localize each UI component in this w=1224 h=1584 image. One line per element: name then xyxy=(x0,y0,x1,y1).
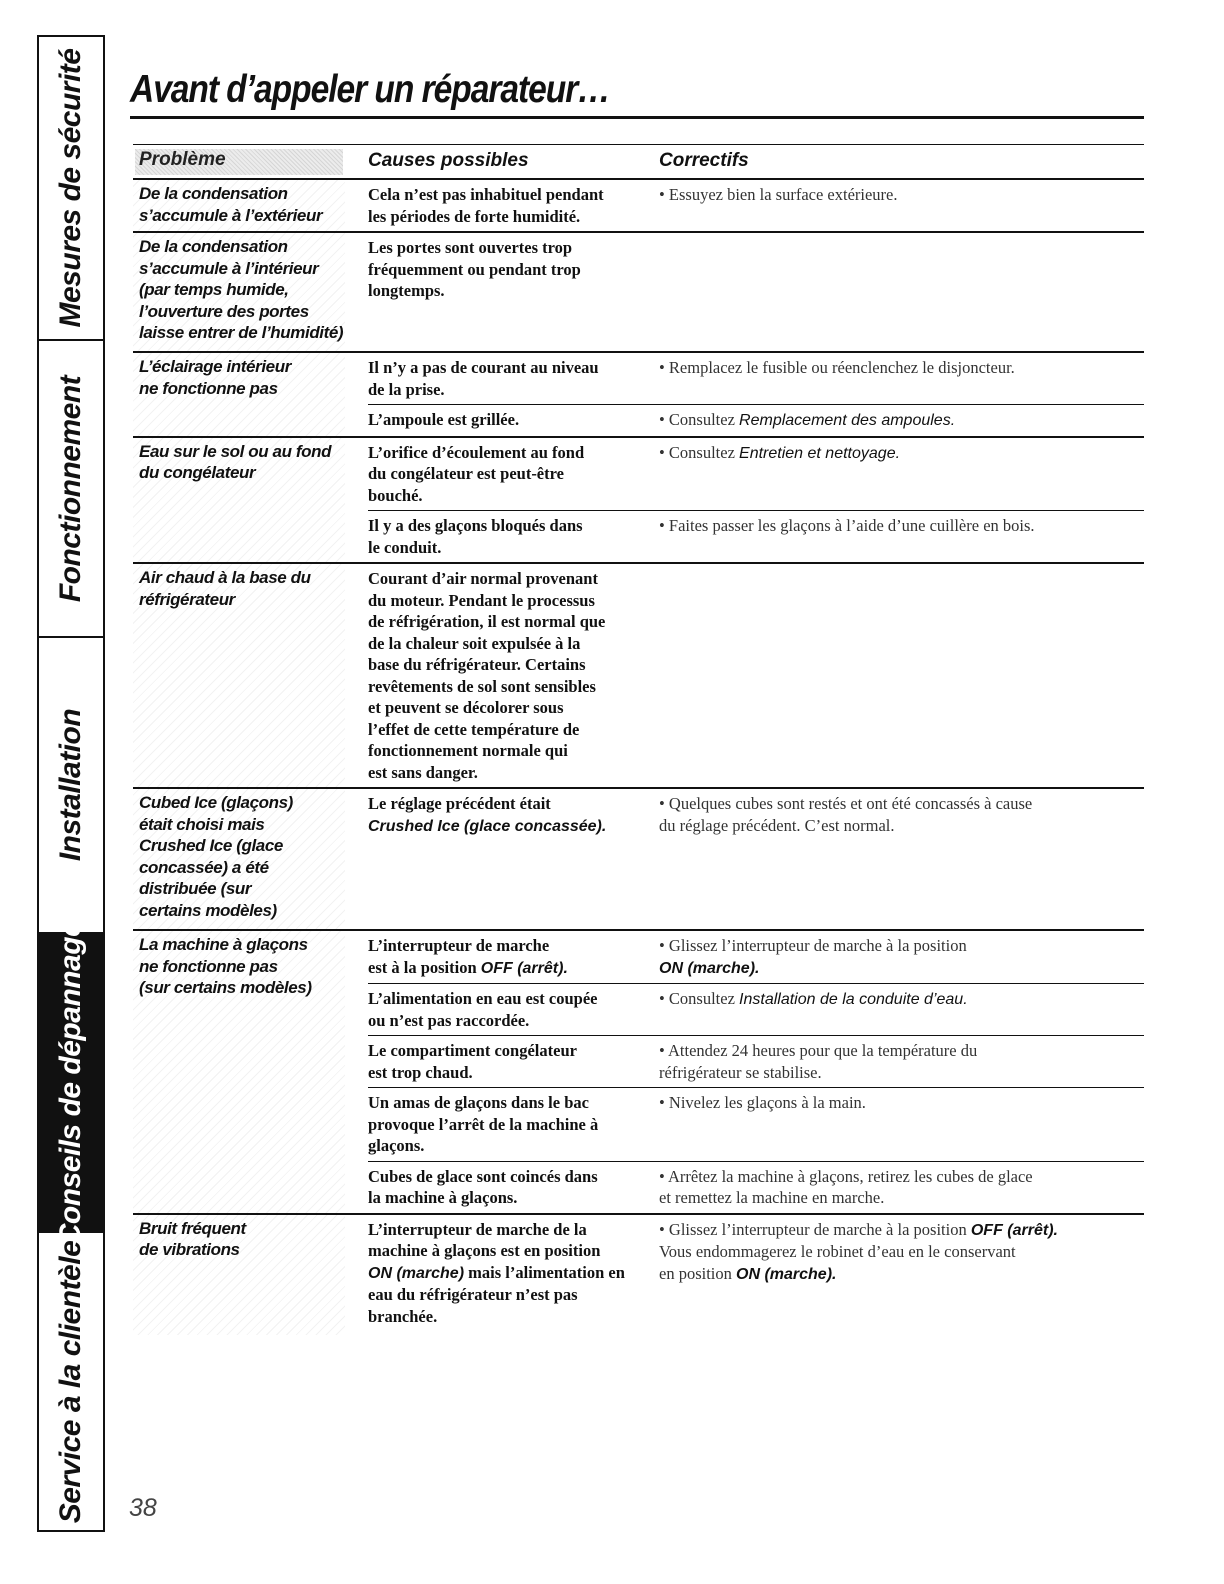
cause-text: Les portes sont ouvertes trop fréquemment ou pendant trop longtemps. xyxy=(368,238,581,300)
header-fixes: Correctifs xyxy=(659,150,749,171)
table-row xyxy=(368,1087,1144,1161)
problem-group xyxy=(133,438,1144,565)
cause-text: L’alimentation en eau est coupée ou n’est pas raccordée. xyxy=(368,989,598,1030)
cause-text: L’orifice d’écoulement au fond du congélateur est peut-être bouché. xyxy=(368,442,585,505)
section-tabs xyxy=(37,35,105,1532)
table-row xyxy=(368,1161,1144,1213)
fix-text: • Glissez l’interrupteur de marche à la position OFF (arrêt). Vous endommagerez le robinet d’eau en le conservant en position ON (marche). xyxy=(659,1219,1058,1283)
page-number: 38 xyxy=(129,1494,157,1522)
header-causes: Causes possibles xyxy=(368,150,529,171)
problem-group xyxy=(133,1215,1144,1332)
table-row xyxy=(368,1035,1144,1087)
fix-text: • Consultez Remplacement des ampoules. xyxy=(659,410,956,429)
fix-text: • Quelques cubes sont restés et ont été concassés à cause du réglage précédent. C’est normal. xyxy=(659,794,1033,835)
problem-group xyxy=(133,180,1144,233)
setting-name: OFF (arrêt). xyxy=(970,1221,1058,1239)
cause-text: L’interrupteur de marche est à la position OFF (arrêt). xyxy=(368,936,568,977)
fix-text: • Remplacez le fusible ou réenclenchez le disjoncteur. xyxy=(659,358,1015,377)
cause-text: Cela n’est pas inhabituel pendant les périodes de forte humidité. xyxy=(368,185,604,226)
fix-text xyxy=(656,233,1144,351)
problem-label: La machine à glaçons ne fonctionne pas (sur certains modèles) xyxy=(133,931,345,1213)
table-row xyxy=(368,180,1144,231)
problem-group xyxy=(133,353,1144,438)
cause-text: Le réglage précédent était Crushed Ice (glace concassée). xyxy=(368,794,607,835)
cause-text: Cubes de glace sont coincés dans la machine à glaçons. xyxy=(368,1166,598,1207)
problem-label: Cubed Ice (glaçons) était choisi mais Crushed Ice (glace concassée) a été distribuée (sur certains modèles) xyxy=(133,789,345,929)
fix-text xyxy=(656,564,1144,787)
setting-name: Crushed Ice (glace concassée). xyxy=(368,817,607,835)
fix-reference: Installation de la conduite d’eau. xyxy=(739,991,968,1008)
cause-text: Il y a des glaçons bloqués dans le conduit. xyxy=(368,516,583,557)
page-title: Avant d’appeler un réparateur… xyxy=(130,68,610,111)
cause-text: Un amas de glaçons dans le bac provoque l’arrêt de la machine à glaçons. xyxy=(368,1093,599,1155)
table-row xyxy=(368,233,1144,351)
table-row xyxy=(368,983,1144,1035)
table-row xyxy=(368,1215,1144,1332)
tab-fonctionnement[interactable]: Fonctionnement xyxy=(39,341,103,638)
cause-text: L’interrupteur de marche de la machine à glaçons est en position ON (marche) mais l’alimentation en eau du réfrigérateur n’est pas branchée. xyxy=(368,1219,625,1326)
table-row xyxy=(368,438,1144,511)
setting-name: ON (marche). xyxy=(659,959,760,977)
table-row xyxy=(368,404,1144,436)
table-row xyxy=(368,931,1144,983)
problem-label: Bruit fréquent de vibrations xyxy=(133,1215,345,1335)
problem-label: L’éclairage intérieur ne fonctionne pas xyxy=(133,353,345,436)
fix-text: • Essuyez bien la surface extérieure. xyxy=(659,185,898,204)
fix-reference: Remplacement des ampoules. xyxy=(739,412,956,429)
tab-conseils-de-depannage[interactable]: Conseils de dépannage xyxy=(39,934,103,1233)
fix-text: • Glissez l’interrupteur de marche à la position ON (marche). xyxy=(659,936,967,977)
table-row xyxy=(368,510,1144,562)
problem-group xyxy=(133,789,1144,931)
cause-text: Courant d’air normal provenant du moteur. Pendant le processus de réfrigération, il est normal que de la chaleur soit expulsée à la base du réfrigérateur. Certains revêtements de sol sont sensibles et peuvent se décolorer sous l’effet de cette température de fonctionnement normale qui est sans danger. xyxy=(368,569,606,782)
problem-group xyxy=(133,233,1144,353)
problem-label: De la condensation s’accumule à l’intérieur (par temps humide, l’ouverture des portes laisse entrer de l’humidité) xyxy=(133,233,345,351)
table-header xyxy=(133,144,1144,180)
problem-group xyxy=(133,931,1144,1215)
setting-name: ON (marche) xyxy=(368,1264,465,1282)
tab-mesures-de-securite[interactable]: Mesures de sécurité xyxy=(39,37,103,341)
table-row xyxy=(368,789,1144,929)
fix-reference: Entretien et nettoyage. xyxy=(739,444,901,462)
title-rule xyxy=(130,116,1144,119)
fix-text: • Attendez 24 heures pour que la température du réfrigérateur se stabilise. xyxy=(659,1041,978,1082)
tab-service-a-la-clientele[interactable]: Service à la clientèle xyxy=(54,1240,87,1523)
fix-text: • Arrêtez la machine à glaçons, retirez les cubes de glace et remettez la machine en marche. xyxy=(659,1166,1033,1207)
problem-label: De la condensation s’accumule à l’extérieur xyxy=(133,180,345,231)
cause-text: L’ampoule est grillée. xyxy=(368,410,520,429)
header-problem: Problème xyxy=(135,149,343,175)
fix-text: • Consultez Entretien et nettoyage. xyxy=(659,442,901,462)
problem-group xyxy=(133,564,1144,789)
tab-installation[interactable]: Installation xyxy=(39,638,103,934)
cause-text: Il n’y a pas de courant au niveau de la prise. xyxy=(368,358,599,399)
troubleshooting-table xyxy=(133,144,1144,1331)
fix-text: • Consultez Installation de la conduite d’eau. xyxy=(659,989,968,1008)
table-row xyxy=(368,564,1144,787)
cause-text: Le compartiment congélateur est trop chaud. xyxy=(368,1041,577,1082)
fix-text: • Faites passer les glaçons à l’aide d’une cuillère en bois. xyxy=(659,516,1035,535)
problem-label: Eau sur le sol ou au fond du congélateur xyxy=(133,438,345,563)
problem-label: Air chaud à la base du réfrigérateur xyxy=(133,564,345,787)
setting-name: ON (marche). xyxy=(736,1265,837,1283)
fix-text: • Nivelez les glaçons à la main. xyxy=(659,1093,866,1112)
setting-name: OFF (arrêt). xyxy=(480,959,568,977)
table-row xyxy=(368,353,1144,404)
